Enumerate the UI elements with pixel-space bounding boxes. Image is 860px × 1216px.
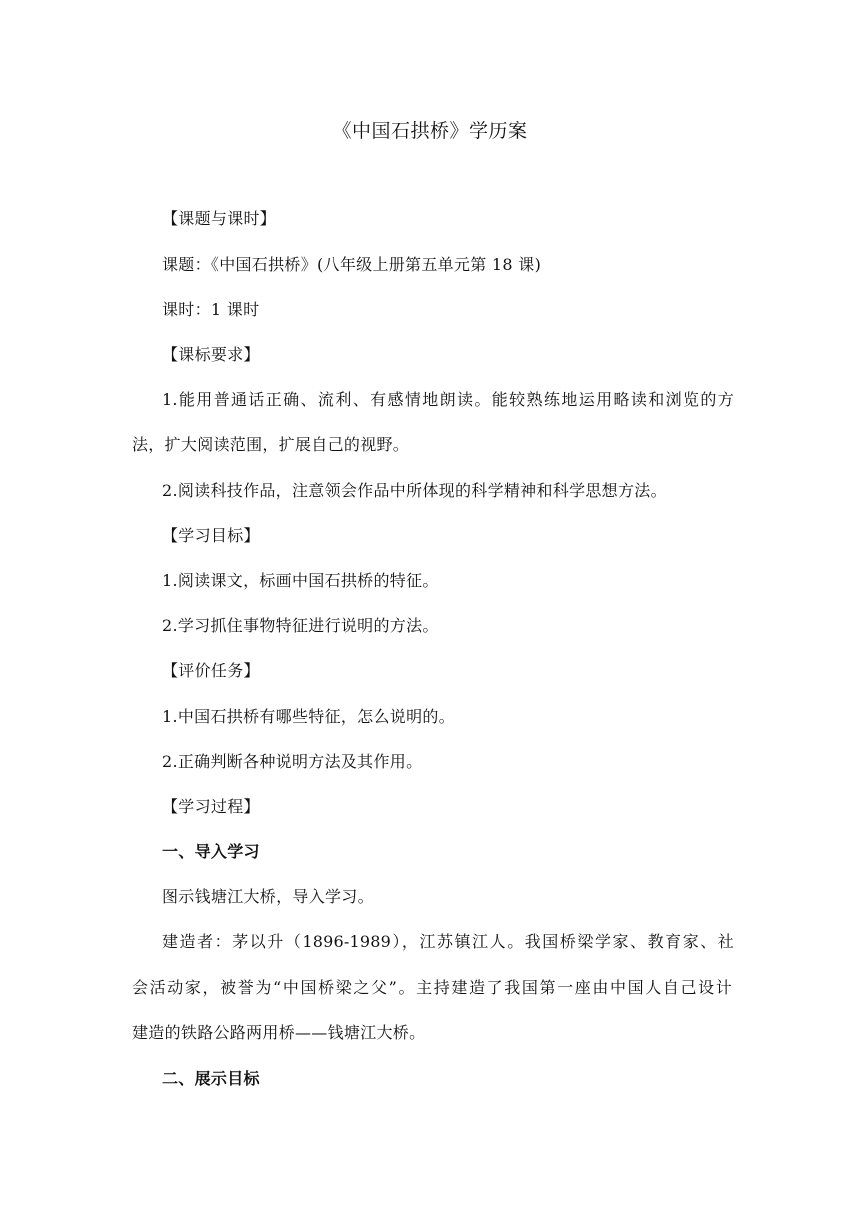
paragraph-standard-1-cont: 法，扩大阅读范围，扩展自己的视野。 <box>132 435 410 454</box>
paragraph-standard-2: 2.阅读科技作品，注意领会作品中所体现的科学精神和科学思想方法。 <box>162 481 667 500</box>
subheading-objectives-display: 二、展示目标 <box>162 1069 260 1088</box>
section-heading-process: 【学习过程】 <box>162 797 260 816</box>
paragraph-period: 课时：1 课时 <box>162 300 260 319</box>
document-title: 《中国石拱桥》学历案 <box>332 120 528 142</box>
paragraph-topic: 课题：《中国石拱桥》(八年级上册第五单元第 18 课) <box>162 255 542 274</box>
paragraph-builder-cont-1: 会活动家，被誉为“中国桥梁之父”。主持建造了我国第一座由中国人自己设计 <box>132 978 732 997</box>
paragraph-objective-1: 1.阅读课文，标画中国石拱桥的特征。 <box>162 571 439 590</box>
paragraph-builder-cont-2: 建造的铁路公路两用桥——钱塘江大桥。 <box>132 1023 426 1042</box>
paragraph-evaluation-2: 2.正确判断各种说明方法及其作用。 <box>162 752 423 771</box>
paragraph-intro: 图示钱塘江大桥，导入学习。 <box>162 887 374 906</box>
paragraph-evaluation-1: 1.中国石拱桥有哪些特征，怎么说明的。 <box>162 707 455 726</box>
section-heading-topic: 【课题与课时】 <box>162 209 277 228</box>
section-heading-objectives: 【学习目标】 <box>162 526 260 545</box>
section-heading-standards: 【课标要求】 <box>162 345 260 364</box>
paragraph-standard-1: 1.能用普通话正确、流利、有感情地朗读。能较熟练地运用略读和浏览的方 <box>162 390 734 409</box>
paragraph-builder: 建造者：茅以升（1896-1989），江苏镇江人。我国桥梁学家、教育家、社 <box>162 932 734 951</box>
subheading-intro: 一、导入学习 <box>162 842 260 861</box>
section-heading-evaluation: 【评价任务】 <box>162 661 260 680</box>
paragraph-objective-2: 2.学习抓住事物特征进行说明的方法。 <box>162 616 439 635</box>
